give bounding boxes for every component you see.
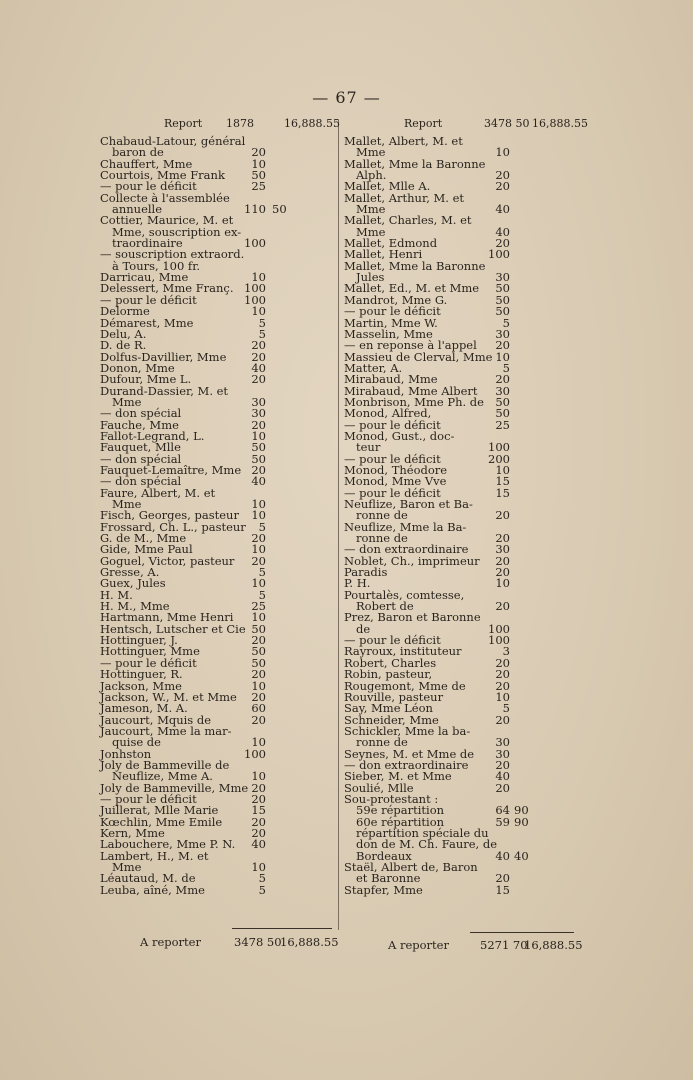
donor-name: Mallet, Mlle A. (344, 179, 431, 194)
donation-amount: 25 (251, 599, 266, 614)
donor-name: Kern, Mme (100, 825, 165, 840)
donor-name: Rouville, pasteur (344, 689, 444, 704)
donation-amount: 20 (495, 655, 510, 670)
donor-name: — pour le déficit (100, 292, 197, 307)
donor-name: Mallet, Albert, M. et (344, 134, 463, 148)
donor-name: teur (356, 440, 381, 455)
donation-amount: 20 (495, 780, 510, 795)
donor-name: ronne de (356, 531, 408, 546)
donation-amount: 10 (251, 497, 266, 511)
donor-name: Bordeaux (356, 848, 412, 863)
donor-name: Staël, Albert de, Baron (344, 860, 478, 874)
donation-amount: 20 (251, 338, 266, 353)
donor-name: Prez, Baron et Baronne (344, 610, 481, 625)
donor-name: Hottinguer, R. (100, 667, 183, 682)
donor-name: Fauche, Mme (100, 417, 179, 432)
donation-amount: 20 (251, 667, 266, 682)
donation-amount: 100 (488, 247, 510, 262)
donor-name: Neuflize, Mme la Ba- (344, 519, 467, 534)
donation-amount: 20 (251, 372, 266, 387)
donation-amount: 50 (251, 168, 266, 183)
right-footer-amount: 5271 70 (480, 938, 528, 952)
donor-name: Chauffert, Mme (100, 156, 193, 171)
donor-name: Noblet, Ch., imprimeur (344, 553, 480, 568)
donor-name: Hentsch, Lutscher et Cie (100, 621, 246, 636)
donor-name: Gide, Mme Paul (100, 542, 193, 557)
donation-amount: 40 (251, 474, 266, 489)
donation-amount: 30 (251, 394, 266, 409)
donation-amount: 10 (251, 508, 266, 523)
donor-name: — don spécial (100, 474, 182, 489)
donor-name: Chabaud-Latour, général (100, 134, 246, 148)
donor-name: Robert, Charles (344, 655, 437, 670)
donor-name: Mme (112, 860, 142, 874)
donation-amount: 10 (495, 576, 510, 591)
donation-amount: 20 (495, 599, 510, 614)
donation-amount: 20 (495, 508, 510, 523)
donor-name: Mme (356, 145, 386, 160)
donor-name: Mirabaud, Mme Albert (344, 383, 478, 398)
donor-name: Fallot-Legrand, L. (100, 428, 205, 443)
donor-name: Seynes, M. et Mme de (344, 746, 475, 761)
donor-name: Labouchere, Mme P. N. (100, 837, 236, 852)
donation-amount: 10 (495, 462, 510, 477)
donor-name: Jackson, Mme (100, 678, 182, 693)
donation-amount: 15 (495, 474, 510, 489)
donor-name: Matter, A. (344, 360, 403, 375)
donor-name: Monod, Théodore (344, 462, 448, 477)
donation-amount: 50 (495, 304, 510, 319)
donation-amount: 20 (251, 553, 266, 568)
donor-name: et Baronne (356, 871, 421, 886)
donation-amount: 20 (495, 712, 510, 727)
donation-amount: 10 (495, 145, 510, 160)
donor-name: Dolfus-Davillier, Mme (100, 349, 227, 364)
right-report-amount: 3478 50 (484, 117, 530, 130)
donor-name: Jules (356, 270, 385, 285)
donor-name: Mallet, Ed., M. et Mme (344, 281, 480, 296)
page-number: — 67 — (312, 88, 381, 107)
donor-name: Durand-Dassier, M. et (100, 383, 229, 398)
right-donor-list (342, 136, 587, 896)
donation-amount: 5 (502, 360, 510, 375)
left-footer-amount: 3478 50 (234, 935, 282, 949)
donation-amount: 30 (251, 406, 266, 421)
donation-amount: 10 (251, 428, 266, 443)
donation-amount: 40 (495, 769, 510, 784)
donor-name: Léautaud, M. de (100, 871, 196, 886)
donation-amount: 40 (251, 360, 266, 375)
donation-amount: 25 (251, 179, 266, 194)
donor-name: — souscription extraord. (100, 247, 245, 262)
donation-amount: 20 (251, 145, 266, 160)
donor-name: Mallet, Edmond (344, 236, 438, 251)
donor-name: Martin, Mme W. (344, 315, 438, 330)
donation-amount: 20 (251, 462, 266, 477)
donor-name: Alph. (356, 168, 387, 183)
donor-name: Jameson, M. A. (100, 701, 188, 716)
donation-amount: 20 (495, 757, 510, 772)
donor-name: Monod, Gust., doc- (344, 428, 455, 443)
donation-amount: 20 (251, 531, 266, 546)
donor-name: Soulié, Mlle (344, 780, 414, 795)
donation-amount: 15 (251, 803, 266, 818)
donor-name: Guex, Jules (100, 576, 166, 591)
donation-amount: 5 (258, 565, 266, 580)
donation-amount: 20 (495, 553, 510, 568)
donor-name: 59e répartition (356, 803, 445, 818)
donation-amount: 5 (258, 871, 266, 886)
donation-amount: 30 (495, 326, 510, 341)
donor-name: don de M. Ch. Faure, de (356, 837, 498, 852)
donor-name: Darricau, Mme (100, 270, 189, 285)
donation-amount: 50 (495, 394, 510, 409)
left-report-amount: 1878 (226, 117, 254, 130)
donation-amount: 100 (244, 292, 266, 307)
donation-amount: 10 (251, 156, 266, 171)
donor-name: Robert de (356, 599, 414, 614)
donation-amount: 10 (251, 860, 266, 874)
donor-name: Cottier, Maurice, M. et (100, 213, 234, 228)
right-report-total: 16,888.55 (532, 117, 588, 130)
donation-amount: 20 (495, 871, 510, 886)
donor-name: — pour le déficit (344, 451, 441, 466)
donation-amount: 20 (251, 791, 266, 806)
donor-name: Juillerat, Mlle Marie (100, 803, 219, 818)
donor-name: Delessert, Mme Franç. (100, 281, 234, 296)
donor-name: Mme (356, 202, 386, 217)
donation-amount: 20 (495, 236, 510, 251)
donation-amount: 59 (495, 814, 510, 829)
donation-amount: 10 (251, 735, 266, 750)
donor-name: — don extraordinaire (344, 542, 469, 557)
donor-name: Masselin, Mme (344, 326, 433, 341)
donation-amount: 20 (251, 349, 266, 364)
left-column (98, 118, 338, 896)
donation-amount: 10 (251, 610, 266, 625)
donation-amount: 30 (495, 383, 510, 398)
donor-name: Faure, Albert, M. et (100, 485, 216, 500)
donation-amount: 40 (495, 848, 510, 863)
donor-name: Sou-protestant : (344, 791, 439, 806)
donation-cents: 50 (272, 202, 287, 217)
donor-name: — pour le déficit (100, 655, 197, 670)
donation-amount: 10 (495, 689, 510, 704)
donor-name: Fauquet-Lemaître, Mme (100, 462, 242, 477)
donation-amount: 25 (495, 417, 510, 432)
donor-name: — pour le déficit (100, 179, 197, 194)
right-report-label: Report (404, 117, 443, 130)
donation-amount: 20 (495, 338, 510, 353)
donor-name: — pour le déficit (344, 633, 441, 648)
donation-amount: 20 (251, 689, 266, 704)
donor-name: Mme (112, 394, 142, 409)
donor-name: traordinaire (112, 236, 183, 251)
donor-name: Neuflize, Baron et Ba- (344, 497, 473, 511)
donor-name: — pour le déficit (344, 417, 441, 432)
right-report-header (342, 118, 587, 132)
left-donor-list (98, 136, 338, 896)
donor-name: Joly de Bammeville, Mme (100, 780, 249, 795)
donor-name: ronne de (356, 735, 408, 750)
donor-name: — don spécial (100, 406, 182, 421)
donation-amount: 50 (495, 281, 510, 296)
donor-name: Mallet, Arthur, M. et (344, 190, 465, 205)
donation-amount: 20 (251, 633, 266, 648)
donor-name: Stapfer, Mme (344, 882, 423, 897)
donation-amount: 10 (251, 270, 266, 285)
donation-amount: 3 (502, 644, 510, 659)
donation-cents: 90 (514, 814, 529, 829)
donor-name: Mme (112, 497, 142, 511)
donor-name: Jonhston (100, 746, 152, 761)
donor-name: — en reponse à l'appel (344, 338, 477, 353)
donor-name: annuelle (112, 202, 163, 217)
donor-name: H. M., Mme (100, 599, 170, 614)
donation-amount: 20 (495, 667, 510, 682)
donation-amount: 40 (495, 224, 510, 239)
donation-amount: 10 (251, 542, 266, 557)
donation-amount: 100 (244, 746, 266, 761)
donation-amount: 5 (258, 315, 266, 330)
donation-amount: 30 (495, 270, 510, 285)
donor-name: Schneider, Mme (344, 712, 439, 727)
donor-name: Neuflize, Mme A. (112, 769, 213, 784)
donation-amount: 100 (488, 621, 510, 636)
donor-name: de (356, 621, 371, 636)
donation-amount: 20 (251, 712, 266, 727)
donation-amount: 20 (495, 372, 510, 387)
donor-name: Lambert, H., M. et (100, 848, 209, 863)
left-donor-row (98, 882, 338, 897)
donor-name: Goguel, Victor, pasteur (100, 553, 235, 568)
donation-amount: 50 (495, 406, 510, 421)
donor-name: Gresse, A. (100, 565, 160, 580)
donor-name: Mme, souscription ex- (112, 224, 242, 239)
donor-name: Hartmann, Mme Henri (100, 610, 234, 625)
donation-amount: 20 (495, 168, 510, 183)
right-donor-row (342, 882, 587, 897)
donation-amount: 50 (251, 655, 266, 670)
donor-name: D. de R. (100, 338, 147, 353)
donation-amount: 100 (488, 440, 510, 455)
donation-amount: 5 (258, 519, 266, 534)
donor-name: Fauquet, Mlle (100, 440, 181, 455)
donor-name: quise de (112, 735, 161, 750)
donor-name: Paradis (344, 565, 388, 580)
donation-amount: 50 (495, 292, 510, 307)
donation-amount: 20 (495, 678, 510, 693)
donation-amount: 20 (495, 531, 510, 546)
donation-amount: 20 (495, 565, 510, 580)
left-footer-rule (232, 928, 332, 929)
donation-cents: 40 (514, 848, 529, 863)
donation-amount: 15 (495, 882, 510, 897)
donor-name: Frossard, Ch. L., pasteur (100, 519, 246, 534)
donor-name: G. de M., Mme (100, 531, 187, 546)
donor-name: Mallet, Mme la Baronne (344, 258, 486, 273)
donation-amount: 100 (244, 281, 266, 296)
donor-name: Dufour, Mme L. (100, 372, 192, 387)
donation-amount: 20 (251, 814, 266, 829)
donation-amount: 5 (502, 315, 510, 330)
donor-name: H. M. (100, 587, 133, 602)
left-report-header (98, 118, 338, 132)
donation-amount: 30 (495, 746, 510, 761)
donation-amount: 30 (495, 542, 510, 557)
donation-amount: 50 (251, 644, 266, 659)
right-column (342, 118, 587, 896)
donation-amount: 200 (488, 451, 510, 466)
donor-name: Jaucourt, Mme la mar- (100, 723, 232, 738)
donor-name: Collecte à l'assemblée (100, 190, 230, 205)
right-footer-rule (470, 932, 574, 933)
donation-amount: 20 (495, 179, 510, 194)
donation-amount: 10 (495, 349, 510, 364)
donor-name: à Tours, 100 fr. (112, 258, 201, 273)
donation-amount: 60 (251, 701, 266, 716)
donor-name: Sieber, M. et Mme (344, 769, 452, 784)
right-footer-label: A reporter (388, 938, 449, 952)
donor-name: Joly de Bammeville de (100, 757, 230, 772)
donor-name: Rougemont, Mme de (344, 678, 466, 693)
left-donor-row (98, 578, 338, 589)
donor-name: 60e répartition (356, 814, 445, 829)
donation-amount: 10 (251, 304, 266, 319)
donation-amount: 100 (488, 633, 510, 648)
donor-name: Mallet, Henri (344, 247, 423, 262)
left-footer-label: A reporter (140, 935, 201, 949)
donor-name: Rayroux, instituteur (344, 644, 462, 659)
donor-name: Schickler, Mme la ba- (344, 723, 471, 738)
donor-name: Mallet, Mme la Baronne (344, 156, 486, 171)
donation-amount: 40 (495, 202, 510, 217)
donation-amount: 15 (495, 485, 510, 500)
donor-name: Kœchlin, Mme Emile (100, 814, 223, 829)
donor-name: — don spécial (100, 451, 182, 466)
donation-amount: 110 (244, 202, 266, 217)
donor-name: Fisch, Georges, pasteur (100, 508, 239, 523)
donation-amount: 20 (251, 825, 266, 840)
donor-name: Jaucourt, Mquis de (100, 712, 212, 727)
donation-amount: 10 (251, 769, 266, 784)
donation-amount: 20 (251, 417, 266, 432)
donation-amount: 20 (251, 780, 266, 795)
donor-name: Hottinguer, J. (100, 633, 178, 648)
donation-amount: 50 (251, 451, 266, 466)
donor-name: Say, Mme Léon (344, 701, 433, 716)
donor-name: Donon, Mme (100, 360, 175, 375)
donor-name: Monod, Mme Vve (344, 474, 447, 489)
donor-name: Monbrison, Mme Ph. de (344, 394, 484, 409)
right-footer-total: 16,888.55 (524, 938, 583, 952)
left-report-total: 16,888.55 (284, 117, 340, 130)
donation-amount: 64 (495, 803, 510, 818)
left-footer-total: 16,888.55 (280, 935, 339, 949)
donation-amount: 10 (251, 678, 266, 693)
donor-name: — don extraordinaire (344, 757, 469, 772)
donor-name: Delorme (100, 304, 150, 319)
donation-amount: 30 (495, 735, 510, 750)
right-donor-row (342, 567, 587, 578)
donor-name: Monod, Alfred, (344, 406, 432, 421)
donor-name: Pourtalès, comtesse, (344, 587, 465, 602)
donation-amount: 40 (251, 837, 266, 852)
donor-name: Hottinguer, Mme (100, 644, 200, 659)
donor-name: Massieu de Clerval, Mme (344, 349, 493, 364)
donor-name: Mandrot, Mme G. (344, 292, 448, 307)
donation-amount: 5 (502, 701, 510, 716)
donor-name: Mirabaud, Mme (344, 372, 438, 387)
donor-name: Leuba, aîné, Mme (100, 882, 205, 897)
donation-amount: 50 (251, 440, 266, 455)
column-divider (338, 120, 339, 930)
donor-name: Robin, pasteur, (344, 667, 433, 682)
donor-name: — pour le déficit (344, 304, 441, 319)
donor-name: Démarest, Mme (100, 315, 194, 330)
donor-name: baron de (112, 145, 164, 160)
donor-name: répartition spéciale du (356, 825, 489, 840)
donor-name: — pour le déficit (100, 791, 197, 806)
donation-amount: 5 (258, 587, 266, 602)
donor-name: Jackson, W., M. et Mme (100, 689, 237, 704)
donation-amount: 5 (258, 326, 266, 341)
donor-name: P. H. (344, 576, 371, 591)
donor-name: Mallet, Charles, M. et (344, 213, 472, 228)
donor-name: Delu, A. (100, 326, 147, 341)
donor-name: — pour le déficit (344, 485, 441, 500)
left-report-label: Report (164, 117, 203, 130)
donor-name: Courtois, Mme Frank (100, 168, 225, 183)
donation-cents: 90 (514, 803, 529, 818)
donation-amount: 5 (258, 882, 266, 897)
donor-name: Mme (356, 224, 386, 239)
donation-amount: 10 (251, 576, 266, 591)
donation-amount: 50 (251, 621, 266, 636)
right-donor-row (342, 612, 587, 623)
donation-amount: 100 (244, 236, 266, 251)
donor-name: ronne de (356, 508, 408, 523)
